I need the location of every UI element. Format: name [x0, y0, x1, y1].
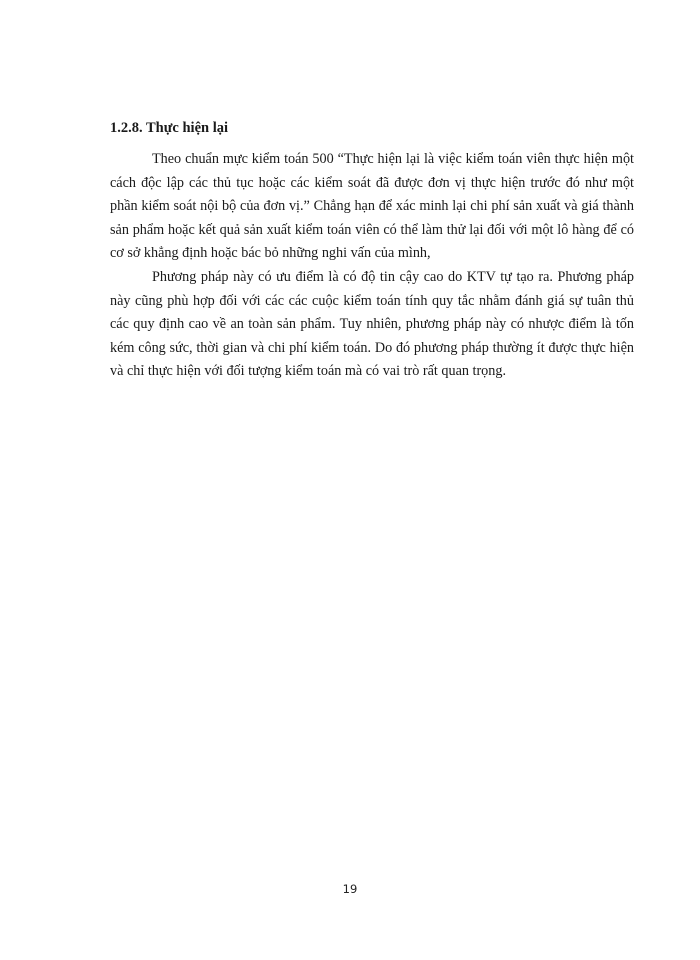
page-number: 19 — [342, 882, 358, 896]
paragraph-definition: Theo chuẩn mực kiểm toán 500 “Thực hiện lại là việc kiểm toán viên thực hiện một cách độc lập các thủ tục hoặc các kiểm soát đã được đơn vị thực hiện trước đó như một phần kiểm soát nội bộ của đơn vị.” Chẳng hạn để xác minh lại chi phí sản xuất và giá thành sản phẩm hoặc kết quả sản xuất kiểm toán viên có thể làm thử lại đối với một lô hàng để có cơ sở khẳng định hoặc bác bỏ những nghi vấn của mình, — [110, 151, 634, 262]
section-heading: 1.2.8. Thực hiện lại — [110, 120, 229, 136]
document-body — [110, 118, 634, 384]
paragraph-evaluation: Phương pháp này có ưu điểm là có độ tin cậy cao do KTV tự tạo ra. Phương pháp này cũng phù hợp đối với các các cuộc kiểm toán tính quy tắc nhằm đánh giá sự tuân thủ các quy định cao về an toàn sản phẩm. Tuy nhiên, phương pháp này có nhược điểm là tốn kém công sức, thời gian và chi phí kiểm toán. Do đó phương pháp thường ít được thực hiện và chỉ thực hiện với đối tượng kiểm toán mà có vai trò rất quan trọng. — [110, 268, 634, 380]
